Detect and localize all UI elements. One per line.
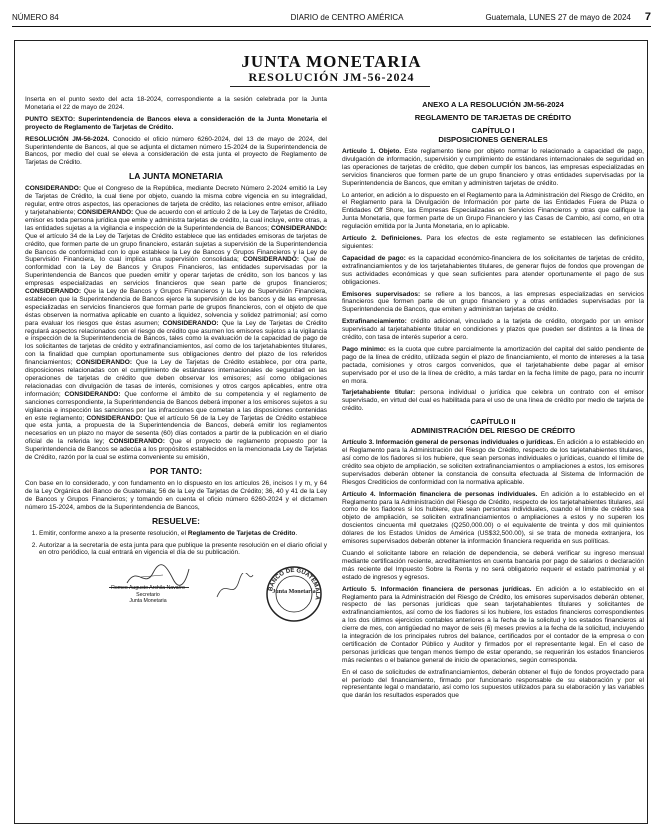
list-item: 2. Autorizar a la secretaría de esta junta para que publique la presente resolución en el diario oficial y en otro periódico, la cual entrará en vigencia el día de su publicación. xyxy=(39,542,327,558)
definition-5: Tarjetahabiente titular: persona individual o jurídica que celebra un contrato con el emisor supervisado, en virtud del cual es habilitada para el uso de una línea de crédito por medio de tarjeta de crédito. xyxy=(342,389,644,413)
definition-1: Capacidad de pago: es la capacidad económico-financiera de los solicitantes de tarjetas de crédito, extrafinanciamientos y de los tarjetahabientes titulares, de generar flujos de fondos que provengan de sus actividades económicas y que sean suficientes para atender oportunamente el pago de sus obligaciones. xyxy=(342,254,644,286)
por-tanto-heading: POR TANTO: xyxy=(149,465,203,476)
article-4-cont: Cuando el solicitante labore en relación de dependencia, se deberá verificar su ingreso mensual mediante certificación reciente, acreditamientos en cuenta bancaria por pago de salarios o declaración más reciente del Impuesto Sobre la Renta y no será obligatorio requerir el estado patrimonial y el estado de ingresos y egresos. xyxy=(342,549,644,581)
seal-ring-text: BANCO DE GUATEMALA xyxy=(268,568,321,601)
anexo-heading: ANEXO A LA RESOLUCIÓN JM-56-2024 xyxy=(422,100,564,109)
article-1-cont: Lo anterior, en adición a lo dispuesto en el Reglamento para la Administración del Riesgo de Crédito, en el Reglamento para la Divulgación de Información por parte de las Entidades Fuera de Plaza o Entidades Off Shore, las Empresas Especializadas en Servicios Financieros y otras que califique la Junta Monetaria, que formen parte de un Grupo Financiero y las Casas de Cambio, así como, en otra regulación emitida por la Junta Monetaria, en lo aplicable. xyxy=(342,191,644,231)
article-3: Artículo 3. Información general de personas individuales o jurídicas. En adición a lo establecido en el Reglamento para la Administración del Riesgo de Crédito, respecto de los tarjetahabientes titulares, así como de los fiadores si los hubiere, que sean personas individuales o jurídicas, cuando el límite de crédito sea objeto de ampliación, se soliciten extrafinanciamientos o ampliaciones a estos, los emisores supervisados deberán obtener la constancia de consulta efectuada al Sistema de Información de Riesgos Crediticios de conformidad con la normativa aplicable. xyxy=(342,439,644,486)
article-5-cont: En el caso de solicitudes de extrafinanciamientos, deberán obtener el flujo de fondos proyectado para el período del financiamiento, firmado por funcionario responsable de su elaboración y por el representante legal o mandatario, así como los supuestos utilizados para su elaboración y las variables que darán los resultados esperados que xyxy=(342,668,644,700)
considerandos: CONSIDERANDO: Que el Congreso de la República, mediante Decreto Número 2-2024 emitió la Ley de Tarjetas de Crédito, la cual tiene por objeto, cuando la misma cobre vigencia en su integralidad, regular, entre otros aspectos, las operaciones de tarjeta de crédito, las relaciones entre emisor, afiliado y tarjetahabiente; CONSIDERANDO: Que de acuerdo con el artículo 2 de la Ley de Tarjetas de Crédito, emisor es toda persona jurídica que emite y administra tarjetas de crédito, la cual incluye, entre otras, a las entidades sujetas a la vigilancia e inspección de la Superintendencia de Bancos; CONSIDERANDO: Que el artículo 34 de la Ley de Tarjetas de Crédito establece que las entidades emisoras de tarjetas de crédito, que formen parte de un grupo financiero, estarán sujetas a supervisión de la Superintendencia de Bancos de conformidad con lo que establece la Ley de Bancos y Grupos Financieros y la Ley de Supervisión Financiera, lo cual implica una supervisión consolidada; CONSIDERANDO: Que de conformidad con la Ley de Bancos y Grupos Financieros, las entidades supervisadas por la Superintendencia de Bancos que pueden emitir y operar tarjetas de crédito, son los bancos y las empresas especializadas en servicios financieros que sean parte de grupos financieros; CONSIDERANDO: Que la Ley de Bancos y Grupos Financieros y la Ley de Supervisión Financiera, establecen que la Superintendencia de Bancos ejerce la supervisión de los bancos y de las empresas especializadas en servicios financieros que forman parte de grupos financieros, con el objeto de que éstas observen la normativa aplicable en cuanto a liquidez, solvencia y solidez patrimonial; así como para evaluar los riesgos que éstas asumen; CONSIDERANDO: Que la Ley de Tarjetas de Crédito regulará aspectos relacionados con el riesgo de crédito que asumen los emisores sujetos a la vigilancia e inspección de la Superintendencia de Bancos, tales como la evaluación de la capacidad de pago de los solicitantes de tarjetas de crédito y extrafinanciamientos, así como de los tarjetahabientes titulares, con la finalidad que cumplan oportunamente sus obligaciones dentro del plazo de los referidos financiamientos; CONSIDERANDO: Que la Ley de Tarjetas de Crédito establece, por otra parte, disposiciones relacionadas con el cumplimiento de estándares internacionales de seguridad en las operaciones de tarjetas de crédito que deben observar los emisores; así como obligaciones relacionadas con divulgación de tasas de interés, comisiones y otros cargos aplicables, entre otra información; CONSIDERANDO: Que conforme el ámbito de su competencia y el reglamento de sanciones correspondiente, la Superintendencia de Bancos deberá imponer a los emisores sujetos a su vigilancia e inspección las sanciones por las infracciones que cometan a las disposiciones contenidas en este reglamento; CONSIDERANDO: Que el artículo 56 de la Ley de Tarjetas de Crédito establece que esta junta, a propuesta de la Superintendencia de Bancos, deberá emitir los reglamentos necesarios en un plazo no mayor de sesenta (60) días contados a partir de la publicación en el diario oficial de la referida ley; CONSIDERANDO: Que el proyecto de reglamento propuesto por la Superintendencia de Bancos se adecúa a los propósitos establecidos en la mencionada Ley de Tarjetas de Crédito, razón por la cual se estima conveniente su emisión, xyxy=(25,185,328,462)
por-tanto-paragraph: Con base en lo considerado, y con fundamento en lo dispuesto en los artículos 26, incisos l y m, y 64 de la Ley Orgánica del Banco de Guatemala; 56 de la Ley de Tarjetas de Crédito; 36, 40 y 41 de la Ley de Bancos y Grupos Financieros; y tomando en cuenta el oficio número 6260-2024 y el dictamen número 15-2024, ambos de la Superintendencia de Bancos, xyxy=(25,479,327,511)
signature-scribble-2 xyxy=(215,573,255,603)
right-column xyxy=(342,96,644,704)
definition-2: Emisores supervisados: se refiere a los bancos, a las empresas especializadas en servicios financieros que formen parte de un grupo financiero y a otras entidades supervisadas por la Superintendencia de Bancos, que emiten y administran tarjetas de crédito. xyxy=(342,290,644,314)
newspaper-name: DIARIO de CENTRO AMÉRICA xyxy=(290,12,404,22)
signer-org: Junta Monetaria xyxy=(129,598,167,605)
article-2: Artículo 2. Definiciones. Para los efectos de este reglamento se establecen las definiciones siguientes: xyxy=(342,235,644,250)
signer-name: Romeo Augusto Archila Navarro xyxy=(111,585,185,592)
chapter-2-title: ADMINISTRACIÓN DEL RIESGO DE CRÉDITO xyxy=(410,426,576,436)
article-1: Artículo 1. Objeto. Este reglamento tiene por objeto normar lo relacionado a capacidad de pago, divulgación de información, supervisión y cumplimiento de estándares internacionales de seguridad en las operaciones de tarjetas de crédito, que deben cumplir los bancos, las empresas especializadas en servicios financieros que formen parte de un grupo financiero y otras entidades supervisadas por la Superintendencia de Bancos, que emitan y administren tarjetas de crédito. xyxy=(342,148,644,187)
chapter-1-heading: CAPÍTULO I xyxy=(471,126,515,135)
punto-sexto: PUNTO SEXTO: Superintendencia de Bancos eleva a consideración de la Junta Monetaria el proyecto de Reglamento de Tarjetas de Crédito. xyxy=(25,115,327,131)
title-rule xyxy=(230,86,430,87)
resolution-paragraph: RESOLUCIÓN JM-56-2024. Conocido el oficio número 6260-2024, del 13 de mayo de 2024, del Superintendente de Bancos, al que se adjunta el dictamen número 15-2024 de la Superintendencia de Bancos, por medio del cual se eleva a consideración de esta junta el proyecto de Reglamento de Tarjetas de Crédito. xyxy=(25,135,328,167)
page-header xyxy=(12,10,651,24)
definition-4: Pago mínimo: es la cuota que cubre parcialmente la amortización del capital del saldo pendiente de pago de la línea de crédito, utilizada según el plazo de financiamiento, el monto de intereses a la tasa pactada, comisiones y otros cargos convenidos, que el tarjetahabiente debe pagar al emisor supervisado por el uso de la línea de crédito, a más tardar en la fecha límite de pago, para no incurrir en mora. xyxy=(342,345,644,385)
article-4: Artículo 4. Información financiera de personas individuales. En adición a lo establecido en el Reglamento para la Administración del Riesgo de Crédito, respecto de los tarjetahabientes titulares, así como de los fiadores si los hubiere, que sean personas individuales, cuando el límite de crédito sea objeto de ampliación, se soliciten extrafinanciamientos o ampliaciones a estos y no superen los doscientos cincuenta mil quetzales (Q250,000.00) o el equivalente de treinta y dos mil quinientos dólares de los Estados Unidos de América (US$32,500.00), si se trata de moneda extranjera, los emisores supervisados deberán obtener la información financiera requerida en sus políticas. xyxy=(342,490,645,546)
page-title: JUNTA MONETARIA xyxy=(241,52,422,71)
la-junta-heading: LA JUNTA MONETARIA xyxy=(129,171,223,182)
list-item: 1. Emitir, conforme anexo a la presente resolución, el Reglamento de Tarjetas de Crédito. xyxy=(39,530,327,538)
seal-center-text: Junta Monetaria xyxy=(272,589,316,596)
article-5: Artículo 5. Información financiera de personas jurídicas. En adición a lo establecido en el Reglamento para la Administración del Riesgo de Crédito, los emisores supervisados deberán obtener, respecto de las personas jurídicas que sean tarjetahabientes titulares y solicitantes de extrafinanciamientos, así como de los fiadores si los hubiere, los estados financieros correspondientes a los dos últimos ejercicios contables anteriores a la fecha de la solicitud y los estados financieros al cierre de mes, con antigüedad no mayor de seis (6) meses previos a la fecha de la solicitud, incluyendo la integración de los principales rubros del balance, certificados por el contador de la empresa o con certificación de Contador Público y Auditor y firmados por el representante legal. En el caso de personas jurídicas que tengan menos tiempo de estar operando, se requerirán los estados financieros más recientes o el balance general de inicio de operaciones, según corresponda. xyxy=(342,585,645,664)
chapter-1-title: DISPOSICIONES GENERALES xyxy=(438,135,548,144)
signer-block xyxy=(103,585,193,604)
reglamento-heading: REGLAMENTO DE TARJETAS DE CRÉDITO xyxy=(414,113,572,122)
resolution-number: RESOLUCIÓN JM-56-2024 xyxy=(248,70,415,84)
signature-block xyxy=(25,563,327,633)
left-column xyxy=(25,96,327,633)
issue-date: Guatemala, LUNES 27 de mayo de 2024 xyxy=(485,12,631,22)
resolutions-list xyxy=(25,530,327,558)
page-number: 7 xyxy=(644,11,651,23)
intro-paragraph: Inserta en el punto sexto del acta 18-2024, correspondiente a la sesión celebrada por la Junta Monetaria el 22 de mayo de 2024. xyxy=(25,96,327,111)
signer-role: Secretario xyxy=(136,591,160,598)
chapter-2-heading: CAPÍTULO II xyxy=(470,417,516,427)
issue-number: NÚMERO 84 xyxy=(12,12,59,22)
resuelve-heading: RESUELVE: xyxy=(151,515,201,526)
header-rule xyxy=(12,26,651,27)
official-seal xyxy=(265,565,323,623)
definition-3: Extrafinanciamiento: crédito adicional, vinculado a la tarjeta de crédito, otorgado por un emisor supervisado al tarjetahabiente titular en condiciones y plazos que pueden ser distintos a la línea de crédito, con tasa de interés superior a cero. xyxy=(342,318,644,342)
